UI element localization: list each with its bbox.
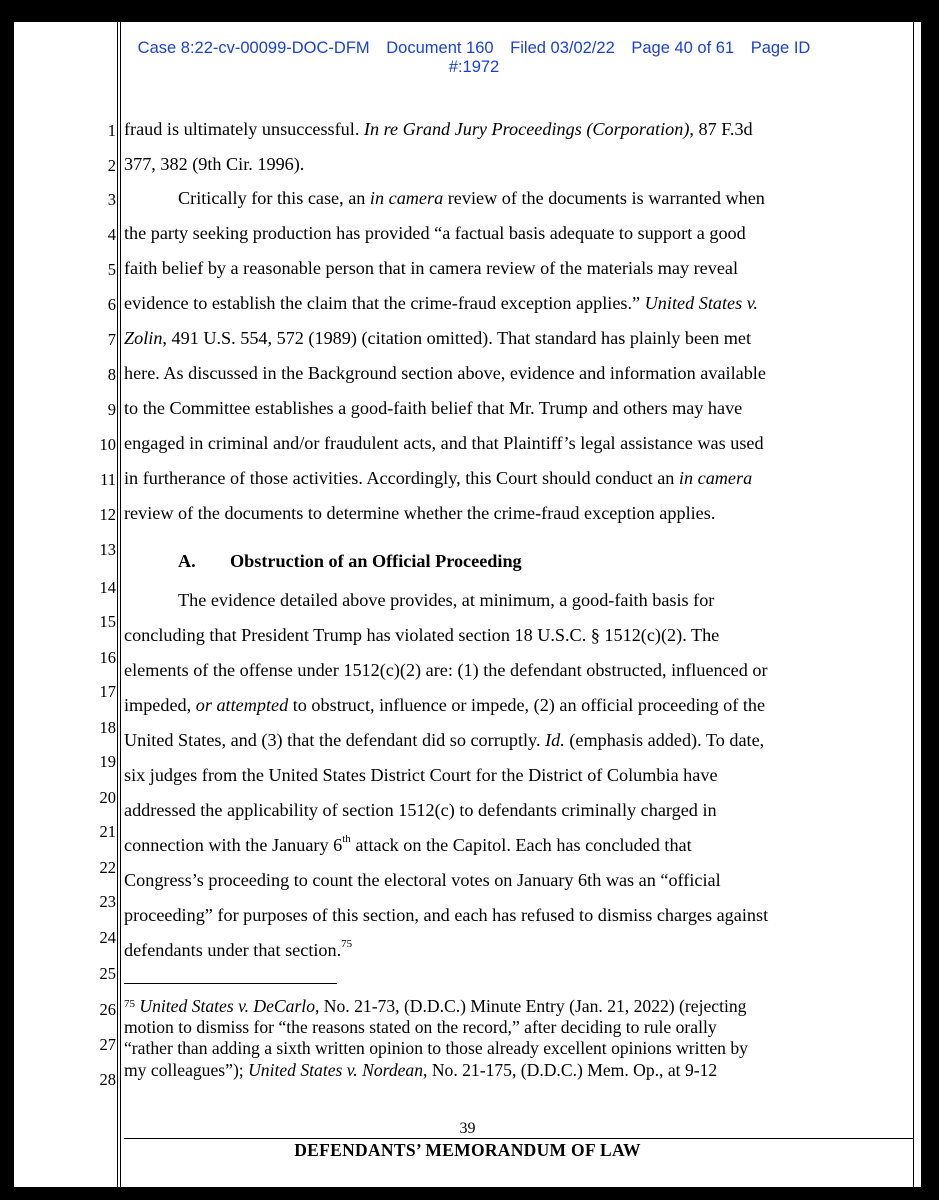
line-number: 23 <box>99 892 116 911</box>
text-line: Critically for this case, an in camera review of the documents is warranted when <box>178 188 765 208</box>
line-number: 19 <box>99 752 116 771</box>
line-number: 9 <box>107 400 116 419</box>
line-number: 16 <box>99 648 116 667</box>
line-number: 28 <box>99 1070 116 1089</box>
line-number: 7 <box>107 330 116 349</box>
text-line: Congress’s proceeding to count the electoral votes on January 6th was an “official <box>124 870 721 890</box>
line-number: 20 <box>99 788 116 807</box>
text-line: faith belief by a reasonable person that in camera review of the materials may reveal <box>124 258 739 278</box>
line-number: 2 <box>107 156 116 175</box>
line-number: 6 <box>107 295 116 314</box>
text-line: engaged in criminal and/or fraudulent acts, and that Plaintiff’s legal assistance was used <box>124 433 764 453</box>
line-number: 3 <box>107 190 116 209</box>
document-number: Document 160 <box>386 39 494 57</box>
footnote-separator <box>124 983 337 984</box>
footnote-line: $^{75}$ United States v. DeCarlo, No. 21-73, (D.D.C.) Minute Entry (Jan. 21, 2022) (rejecting <box>124 996 747 1016</box>
line-number: 1 <box>107 121 116 140</box>
line-number: 21 <box>99 822 116 841</box>
footnote-reference: 75 <box>341 938 353 950</box>
text-line: concluding that President Trump has violated section 18 U.S.C. § 1512(c)(2). The <box>124 625 720 645</box>
line-number: 13 <box>99 540 116 559</box>
text-line: here. As discussed in the Background section above, evidence and information available <box>124 363 766 383</box>
text-line: 377, 382 (9th Cir. 1996). <box>124 154 305 174</box>
text-line: addressed the applicability of section 1512(c) to defendants criminally charged in <box>124 800 717 820</box>
text-line: six judges from the United States District Court for the District of Columbia have <box>124 765 718 785</box>
footnote-number: 75 <box>124 998 135 1010</box>
line-number: 17 <box>99 682 116 701</box>
margin-rule <box>117 22 118 1187</box>
text-line: to the Committee establishes a good-faith belief that Mr. Trump and others may have <box>124 398 743 418</box>
line-number: 10 <box>99 435 116 454</box>
page-of: Page 40 of 61 <box>631 39 735 57</box>
text-line: connection with the January 6th attack on the Capitol. Each has concluded that <box>124 833 692 855</box>
margin-rule <box>120 22 121 1187</box>
line-number: 12 <box>99 505 116 524</box>
line-number: 5 <box>107 260 116 279</box>
text-line: The evidence detailed above provides, at minimum, a good-faith basis for <box>178 590 715 610</box>
line-number: 4 <box>107 225 116 244</box>
case-number: Case 8:22-cv-00099-DOC-DFM <box>137 39 370 57</box>
footnote-line: my colleagues”); United States v. Nordean, No. 21-175, (D.D.C.) Mem. Op., at 9-12 <box>124 1060 718 1080</box>
line-number: 26 <box>99 1000 116 1019</box>
document-page <box>14 22 921 1187</box>
footer-rule <box>124 1138 914 1139</box>
line-number: 15 <box>99 612 116 631</box>
text-line: impeded, or attempted to obstruct, influence or impede, (2) an official proceeding of the <box>124 695 766 715</box>
line-number: 18 <box>99 718 116 737</box>
text-line: review of the documents to determine whether the crime-fraud exception applies. <box>124 503 716 523</box>
text-line: proceeding” for purposes of this section, and each has refused to dismiss charges against <box>124 905 769 925</box>
text-line: elements of the offense under 1512(c)(2) are: (1) the defendant obstructed, influenced or <box>124 660 768 680</box>
filed-date: Filed 03/02/22 <box>510 39 615 57</box>
line-number: 14 <box>99 578 116 597</box>
text-line: fraud is ultimately unsuccessful. In re Grand Jury Proceedings (Corporation), 87 F.3d <box>124 119 753 139</box>
ecf-header <box>114 39 834 77</box>
section-heading: Obstruction of an Official Proceeding <box>230 551 522 571</box>
page-number: 39 <box>459 1120 476 1137</box>
text-line: evidence to establish the claim that the crime-fraud exception applies.” United States v. <box>124 293 758 313</box>
page-id-label: Page ID <box>750 39 811 57</box>
line-number: 8 <box>107 365 116 384</box>
line-number: 11 <box>100 470 116 489</box>
text-line: Zolin, 491 U.S. 554, 572 (1989) (citation omitted). That standard has plainly been met <box>124 328 752 348</box>
footer-title: DEFENDANTS’ MEMORANDUM OF LAW <box>294 1140 641 1160</box>
right-margin-rule <box>913 22 914 1187</box>
text-line: in furtherance of those activities. Accordingly, this Court should conduct an in camera <box>124 468 753 488</box>
section-letter: A. <box>178 551 196 571</box>
line-number: 27 <box>99 1035 116 1054</box>
footnote-line: “rather than adding a sixth written opinion to those already excellent opinions written by <box>124 1038 748 1058</box>
line-number: 24 <box>99 928 116 947</box>
text-line: the party seeking production has provided “a factual basis adequate to support a good <box>124 223 746 243</box>
page-id-value: #:1972 <box>448 58 500 76</box>
line-number: 25 <box>99 964 116 983</box>
text-line: defendants under that section.$^{75}$ <box>124 938 353 960</box>
footnote-line: motion to dismiss for “the reasons stated on the record,” after deciding to rule orally <box>124 1017 717 1037</box>
text-line: United States, and (3) that the defendant did so corruptly. Id. (emphasis added). To date, <box>124 730 765 750</box>
line-number: 22 <box>99 858 116 877</box>
